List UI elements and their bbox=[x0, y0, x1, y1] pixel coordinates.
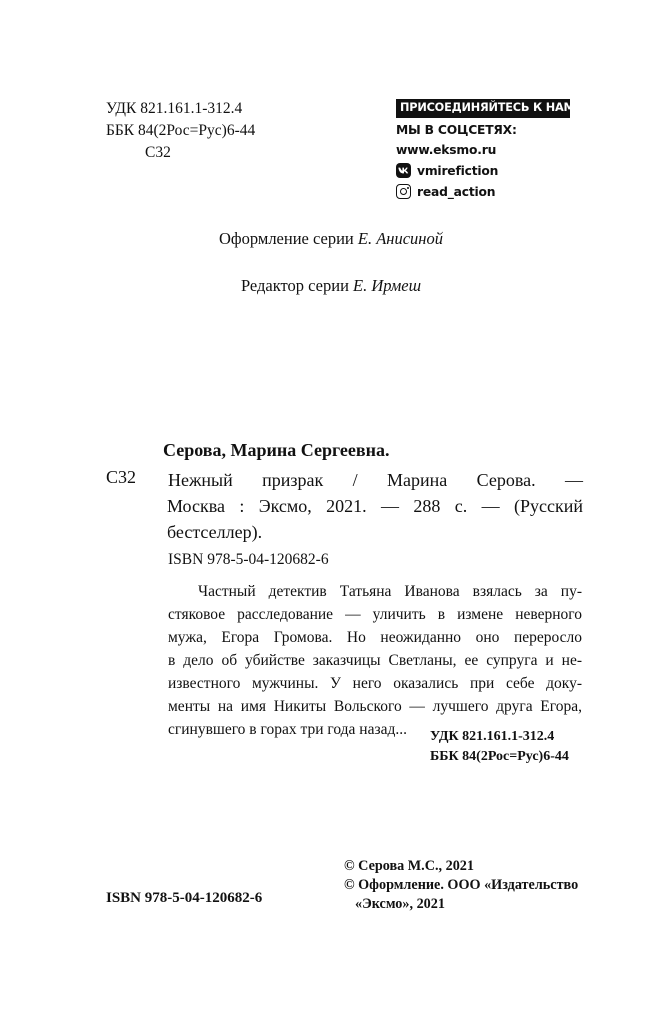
join-us-banner: ПРИСОЕДИНЯЙТЕСЬ К НАМ! bbox=[396, 99, 570, 118]
author-heading: Серова, Марина Сергеевна. bbox=[163, 440, 390, 460]
website-link[interactable]: www.eksmo.ru bbox=[396, 143, 497, 157]
annotation bbox=[168, 580, 582, 741]
biblio-line-1: Нежный призрак / Марина Серова. — bbox=[168, 470, 583, 490]
copyright-block bbox=[344, 857, 578, 914]
annotation-line: менты на имя Никиты Вольского — лучшего друга Егора, bbox=[168, 698, 582, 715]
bibliographic-description bbox=[167, 467, 583, 545]
series-design-credit bbox=[0, 229, 662, 249]
bbk-code-right: ББК 84(2Рос=Рус)6-44 bbox=[430, 749, 569, 764]
vk-icon bbox=[396, 163, 411, 178]
series-design-name: Е. Анисиной bbox=[357, 229, 443, 248]
annotation-line: стяковое расследование — уличить в измене неверного bbox=[168, 606, 582, 623]
social-subtitle: МЫ В СОЦСЕТЯХ: bbox=[396, 123, 517, 137]
annotation-line: известного мужчины. У него оказались при себе доку- bbox=[168, 675, 582, 692]
udk-code: УДК 821.161.1-312.4 bbox=[106, 100, 243, 117]
instagram-handle: read_action bbox=[417, 184, 496, 199]
copyright-author: © Серова М.С., 2021 bbox=[344, 858, 474, 874]
udk-code-right: УДК 821.161.1-312.4 bbox=[430, 729, 555, 744]
bibliographic-sign: С32 bbox=[106, 467, 137, 487]
series-editor-name: Е. Ирмеш bbox=[353, 276, 422, 295]
instagram-row[interactable] bbox=[396, 181, 570, 202]
annotation-line: мужа, Егора Громова. Но неожиданно оно переросло bbox=[168, 629, 582, 646]
copyright-publisher: «Эксмо», 2021 bbox=[355, 896, 445, 912]
biblio-line-3: бестселлер). bbox=[167, 522, 263, 542]
isbn-record: ISBN 978-5-04-120682-6 bbox=[168, 551, 329, 568]
series-design-label: Оформление серии bbox=[219, 229, 354, 248]
biblio-line-2: Москва : Эксмо, 2021. — 288 с. — (Русский bbox=[167, 496, 583, 516]
vk-row[interactable] bbox=[396, 160, 570, 181]
copyright-design: © Оформление. ООО «Издательство bbox=[344, 877, 579, 893]
annotation-line: сгинувшего в горах три года назад... bbox=[168, 721, 407, 738]
annotation-line: в дело об убийстве заказчицы Светланы, ее супруга и не- bbox=[168, 652, 582, 669]
classification-codes-right bbox=[430, 727, 569, 767]
series-editor-label: Редактор серии bbox=[240, 276, 349, 295]
instagram-icon bbox=[396, 184, 411, 199]
author-sign: С32 bbox=[145, 144, 171, 161]
annotation-line: Частный детектив Татьяна Иванова взялась за пу- bbox=[198, 583, 582, 600]
isbn-bottom: ISBN 978-5-04-120682-6 bbox=[106, 890, 263, 906]
vk-handle: vmirefiction bbox=[417, 163, 499, 178]
classification-codes bbox=[106, 98, 255, 164]
bbk-code: ББК 84(2Рос=Рус)6-44 bbox=[106, 122, 256, 139]
social-block bbox=[396, 99, 580, 202]
series-editor-credit bbox=[0, 276, 662, 296]
